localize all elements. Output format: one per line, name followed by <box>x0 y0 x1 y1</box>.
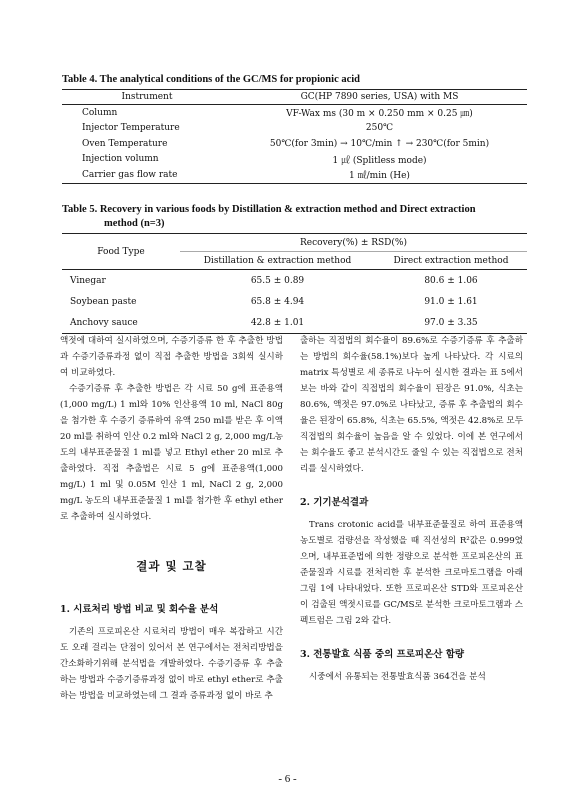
table5-cell: Vinegar <box>70 275 106 286</box>
table-row <box>62 105 527 121</box>
table-row <box>62 291 527 312</box>
table5 <box>62 233 527 334</box>
subsection-title: 1. 시료처리 방법 비교 및 회수율 분석 <box>60 604 219 615</box>
table4-cell: 250℃ <box>365 123 394 134</box>
subsection-title: 2. 기기분석결과 <box>300 497 369 508</box>
table5-caption-line2: method (n=3) <box>104 218 165 229</box>
paragraph: 출하는 직접법의 회수율이 89.6%로 수증기증류 후 추출하는 방법의 회수율(58.1%)보다 높게 나타났다. 각 시료의 matrix 특성별로 세 종류로 나누어 실시한 결과는 표 5에서 보는 바와 같이 직접법의 회수율이 된장은 91.0%, 식초는 80.6%, 액젓은 97.0%로 나타났고, 증류 후 추출법의 회수율은 된장이 65.8%, 식초는 65.5%, 액젓은 42.8%로 모두 직접법의 회수율이 높음을 알 수 있었다. 이에 본 연구에서는 회수율도 좋고 분석시간도 줄일 수 있는 직접법으로 전처리를 실시하였다. <box>300 336 523 474</box>
table5-cell: Anchovy sauce <box>62 312 180 334</box>
table5-caption-line1: Table 5. Recovery in various foods by Distillation & extraction method and Direct extraction <box>62 204 476 215</box>
table4 <box>62 89 527 184</box>
table-row <box>62 121 527 137</box>
table-row <box>62 152 527 168</box>
table4-cell: 50℃(for 3min) → 10℃/min ↑ → 230℃(for 5min) <box>269 138 490 149</box>
table4-cell: Column <box>82 107 118 118</box>
table4-cell: Carrier gas flow rate <box>62 167 232 183</box>
table4-header: Instrument <box>62 90 232 105</box>
paragraph: Trans crotonic acid를 내부표준물질로 하여 표준용액 농도별로 검량선을 작성했을 때 직선성의 R²값은 0.999였으며, 내부표준법에 의한 정량으로 분석한 프로피온산의 표준물질과 시료를 전처리한 후 분석한 크로마토그램을 아래 그림 1에 나타내었다. 또한 프로피온산 STD와 프로피온산이 검출된 액젓시료를 GC/MS로 분석한 크로마토그램과 스펙트럼은 그림 2와 같다. <box>300 520 523 626</box>
table-row <box>62 270 527 292</box>
table5-cell: Soybean paste <box>70 296 137 307</box>
table4-caption: Table 4. The analytical conditions of the GC/MS for propionic acid <box>62 74 361 85</box>
paragraph: 시중에서 유통되는 전통발효식품 364건을 분석 <box>309 672 486 682</box>
paragraph: 수증기증류 후 추출한 방법은 각 시료 50 g에 표준용액(1,000 mg/L) 1 ml와 10% 인산용액 10 ml, NaCl 80g을 첨가한 후 수증기 증류하여 유액 250 ml를 받은 후 이액 20 ml를 취하여 인산 0.2 ml와 NaCl 2 g, 2,000 mg/L농도의 내부표준물질 1 ml를 넣고 Ethyl ether 20 ml로 추출하였다. 직접 추출법은 시료 5 g에 표준용액(1,000 mg/L) 1 ml 및 0.05M 인산 1 ml, NaCl 2 g, 2,000 mg/L 농도의 내부표준물질 1 ml를 첨가한 후 ethyl ether로 추출하여 실시하였다. <box>60 384 283 522</box>
table5-caption <box>62 203 522 231</box>
table4-cell: VF-Wax ms (30 m × 0.250 mm × 0.25 ㎛) <box>286 109 473 120</box>
table5-method-header: Direct extraction method <box>375 252 527 270</box>
table5-food-type-header: Food Type <box>62 234 180 270</box>
table5-cell: 80.6 ± 1.06 <box>424 275 478 286</box>
table-row <box>62 167 527 183</box>
section-title: 결과 및 고찰 <box>136 559 207 573</box>
table5-cell: 91.0 ± 1.61 <box>424 296 478 307</box>
table4-cell: Injection volumn <box>82 154 159 165</box>
table5-method-header: Distillation & extraction method <box>180 252 375 270</box>
table-row <box>62 312 527 334</box>
paragraph: 액젓에 대하여 실시하였으며, 수증기증류 한 후 추출한 방법과 수증기증류과정 없이 직접 추출한 방법을 3회씩 실시하여 비교하였다. <box>60 336 283 378</box>
subsection-title: 3. 전통발효 식품 중의 프로피온산 함량 <box>300 649 465 660</box>
table-row <box>62 136 527 152</box>
table4-cell: 1 ㎕ (Splitless mode) <box>332 155 427 166</box>
table4-cell: Injector Temperature <box>82 123 180 134</box>
table5-header-row <box>62 234 527 252</box>
page-number: - 6 - <box>278 773 297 785</box>
table4-cell: 1 ㎖/min (He) <box>232 167 527 183</box>
right-column <box>300 333 523 685</box>
left-column <box>60 333 283 704</box>
table5-cell: 65.8 ± 4.94 <box>250 296 305 307</box>
table4-header-row <box>62 90 527 105</box>
paragraph: 기존의 프로피온산 시료처리 방법이 매우 복잡하고 시간도 오래 걸리는 단점이 있어서 본 연구에서는 전처리방법을 간소화하기위해 분석법을 개발하였다. 수증기증류 후 추출하는 방법과 수증기증류과정 없이 바로 ethyl ether로 추출하는 방법을 비교하였는데 그 결과 증류과정 없이 바로 추 <box>60 627 283 701</box>
table5-cell: 97.0 ± 3.35 <box>375 312 527 334</box>
table4-cell: Oven Temperature <box>82 138 168 149</box>
table5-recovery-header: Recovery(%) ± RSD(%) <box>180 234 527 252</box>
table4-header: GC(HP 7890 series, USA) with MS <box>232 90 527 105</box>
table5-cell: 65.5 ± 0.89 <box>250 275 305 286</box>
table5-cell: 42.8 ± 1.01 <box>180 312 375 334</box>
